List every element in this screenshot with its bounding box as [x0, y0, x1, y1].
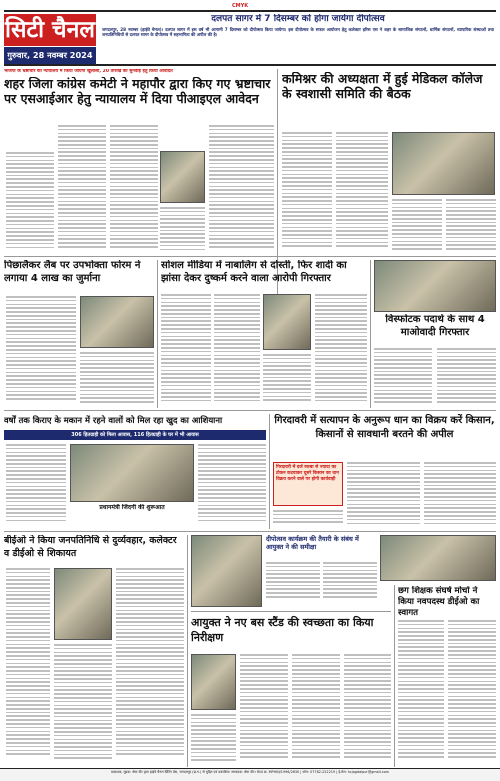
housing-subhead: 306 हितग्राही को मिला आवास, 116 हितग्राही के घर में भी आवास [71, 432, 199, 438]
divider-v4 [269, 414, 270, 529]
girdawari-callout [273, 462, 343, 506]
divider-v3 [370, 260, 371, 408]
bus-stand-photo [191, 654, 236, 710]
explosive-body-col1 [374, 348, 432, 406]
deepotsav-body-col2 [323, 562, 377, 600]
divider-v2 [157, 260, 158, 408]
divider-h1 [4, 256, 496, 257]
girdawari-body-col2 [347, 462, 420, 528]
girdawari-callout-text: गिरदावरी में दर्ज रकबा से ज्यादा का टोकन कटवाकर दूसरे किसान का धान विक्रय करने वाले पर होगी कार्यवाही [276, 465, 339, 482]
divider-h3 [4, 531, 496, 532]
divider-v1 [277, 69, 278, 329]
congress-kicker [4, 69, 274, 75]
commissioner-body-col4 [446, 199, 496, 252]
commissioner-photo [392, 132, 495, 195]
lead-text: जगदलपुर, 28 नवम्बर (हाईवे चैनल)। दलपत सागर में इस वर्ष भी आगामी 7 दिसम्बर को दीपोत्सव किया जायेगा। इस दीपोत्सव के सफल आयोजन हेतु कलेक्टर हरिस एस ने शहर के सामाजिक संगठनों, धार्मिक संगठनों, व्यापारिक संस्थाओं तथा जनप्रतिनिधियों से दलपत सागर के दीपोत्सव में सहभागिता की अपील की है। [102, 27, 494, 38]
bus-stand-body-col4 [344, 654, 391, 764]
teachers-body-col1 [398, 620, 444, 764]
explosive-body-col2 [437, 348, 496, 406]
girdawari-body-col1 [273, 510, 343, 528]
girdawari-headline: गिरदावरी में सत्यापन के अनुरूप धान का विक्रय करें किसान, किसानों से सावधानी बरतने की अपील [274, 415, 495, 440]
date-box [4, 47, 96, 64]
bus-stand-body-col1 [191, 714, 236, 764]
social-media-body-col4 [315, 294, 367, 406]
girdawari-body-col3 [424, 462, 496, 528]
lab-fine-photo [80, 296, 154, 348]
congress-body-col5 [209, 125, 274, 253]
bus-stand-headline: आयुक्त ने नए बस स्टैंड की स्वच्छता का किया निरीक्षण [191, 616, 374, 644]
deepotsav-headline: दीपोत्सव कार्यक्रम की तैयारी के संबंध में आयुक्त ने की समीक्षा [266, 535, 359, 551]
congress-headline: शहर जिला कांग्रेस कमेटी ने महापौर द्वारा किए गए भ्रष्टाचार पर एसआईआर हेतु न्यायालय में दिया पीआइएल आवेदन [4, 77, 271, 106]
explosive-photo [374, 260, 496, 312]
congress-photo [160, 151, 205, 203]
divider-v5 [187, 535, 188, 767]
explosive-headline: विस्फोटक पदार्थ के साथ 4 माओवादी गिरफ्तार [385, 314, 485, 338]
divider-h2 [4, 410, 496, 411]
date-line: गुरुवार, 28 नवम्बर 2024 [7, 50, 93, 60]
footer [0, 768, 500, 781]
bdo-body-col2 [54, 644, 112, 764]
commissioner-body-col1 [282, 132, 332, 252]
bus-stand-body-col2 [240, 654, 288, 764]
bdo-headline: बीईओ ने किया जनपतिनिधि से दुर्व्यवहार, कलेक्टर व डीईओ से शिकायत [4, 535, 177, 559]
deepotsav-photo [380, 535, 496, 581]
bdo-body-col3 [116, 568, 184, 764]
congress-body-col2 [58, 125, 106, 253]
housing-body-col1 [6, 444, 66, 526]
commissioner-headline: कमिश्नर की अध्यक्षता में हुई मेडिकल कॉलेज के स्वशासी समिति की बैठक [282, 72, 483, 101]
masthead [4, 10, 496, 66]
lab-fine-body-col1 [6, 296, 76, 406]
congress-kicker-text: भाजपा के भ्रष्टाचार का न्यायालय में किया जायेगा खुलासा, 20 तारीख को सुनवाई हेतु किया आवेदित [4, 69, 173, 74]
teachers-body-col2 [448, 620, 496, 764]
paper-name: सिटी चैनल [4, 17, 96, 43]
top-color-label: CMYK [232, 3, 249, 9]
bdo-body-col1 [6, 568, 50, 764]
lab-fine-body-col2 [80, 352, 154, 406]
deepotsav-body-col1 [266, 562, 320, 600]
paper-name-box [4, 14, 96, 46]
social-media-headline: सोशल मीडिया में नाबालिग से दोस्ती, फिर शादी का झांसा देकर दुष्कर्म करने वाला आरोपी गिरफ्तार [161, 260, 347, 284]
divider-h4 [191, 611, 391, 612]
lab-fine-headline: पिछालैकर लैब पर उपभोक्ता फोरम ने लगाया 4 लाख का जुर्माना [4, 260, 141, 284]
housing-photo [70, 444, 194, 502]
commissioner-body-col2 [336, 132, 388, 252]
commissioner-body-col3 [392, 199, 442, 252]
social-media-photo [263, 294, 311, 350]
housing-photo-caption: प्रधानमंत्री जिंदगी की शुरूआत [99, 504, 165, 511]
congress-body-col1 [6, 152, 54, 252]
left-small-photo [191, 535, 262, 607]
social-media-body-col1 [161, 294, 211, 406]
divider-v6 [394, 585, 395, 767]
lead-headline: दलपत सागर में 7 दिसम्बर को होगा जायेगा दीपोत्सव [211, 14, 385, 24]
housing-headline: वर्षों तक किराए के मकान में रहने वालों को मिल रहा खुद का आशियाना [4, 415, 223, 425]
footer-text: प्रकाशक, मुद्रक: श्रेया वीर द्वारा हाईवे चैनल प्रिंटिंग प्रेस, जगदलपुर (छ.ग.) से मुद्रित एवं प्रकाशित। सम्पादक: श्रेया वीर। RNI क्र. MPHIN/1996/2630 | फोन: 07782-222219 | ई-मेल: hcjagdalpur@gmail.com [111, 770, 389, 774]
social-media-body-col2 [214, 294, 260, 406]
congress-body-col3 [110, 125, 158, 253]
housing-subhead-bar [4, 430, 266, 440]
congress-body-col4 [160, 207, 205, 253]
housing-body-col2 [198, 444, 266, 526]
teachers-headline: छग शिक्षक संघर्ष मोर्चा ने किया नवपदस्थ डीईओ का स्वागत [398, 586, 480, 616]
social-media-body-col3 [263, 354, 311, 406]
bdo-photo [54, 568, 112, 640]
bus-stand-body-col3 [292, 654, 340, 764]
